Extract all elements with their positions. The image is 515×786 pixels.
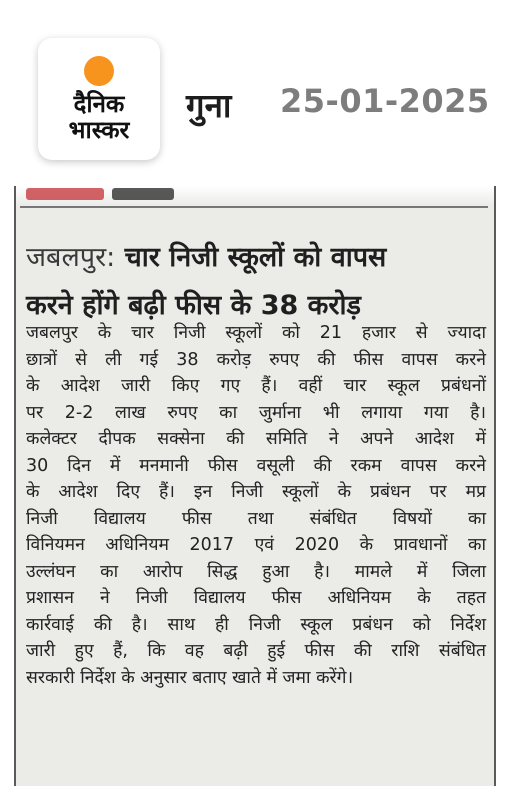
body-line: जारी हुए हैं, कि वह बढ़ी हुई फीस की राशि संबंधित xyxy=(26,641,486,661)
body-line: 30 दिन में मनमानी फीस वसूली की रकम वापस करने xyxy=(26,455,486,476)
body-line: के आदेश जारी किए गए हैं। वहीं चार स्कूल प्रबंधनों xyxy=(26,376,486,396)
body-line: जबलपुर के चार निजी स्कूलों को 21 हजार से ज्यादा xyxy=(26,323,486,343)
app-header xyxy=(0,0,515,180)
headline-line2: करने होंगे बढ़ी फीस के 38 करोड़ xyxy=(26,290,361,321)
logo-text-line2: भास्कर xyxy=(68,116,130,144)
cut-off-heading-fragment xyxy=(26,188,104,200)
divider-rule xyxy=(20,206,488,208)
edition-date: 25-01-2025 xyxy=(280,82,490,120)
news-clipping xyxy=(14,186,496,786)
body-line: छात्रों से ली गई 38 करोड़ रुपए की फीस वापस करने xyxy=(26,349,486,370)
article-headline xyxy=(26,234,488,330)
sun-logo-icon xyxy=(84,56,114,86)
article-body xyxy=(26,320,486,691)
dainik-bhaskar-logo[interactable] xyxy=(38,38,160,160)
cut-off-heading-fragment xyxy=(112,188,174,200)
headline-place: जबलपुर: xyxy=(26,242,116,273)
body-line: कार्रवाई की है। साथ ही निजी स्कूल प्रबंधन को निर्देश xyxy=(26,614,486,635)
body-line: सरकारी निर्देश के अनुसार बताए खाते में जमा करेंगे। xyxy=(26,667,354,688)
body-line: पर 2-2 लाख रुपए का जुर्माना भी लगाया गया है। xyxy=(26,402,486,423)
body-line: उल्लंघन का आरोप सिद्ध हुआ है। मामले में जिला xyxy=(26,561,486,582)
body-line: कलेक्टर दीपक सक्सेना की समिति ने अपने आदेश में xyxy=(26,429,486,449)
body-line: विनियमन अधिनियम 2017 एवं 2020 के प्रावधानों का xyxy=(26,535,486,555)
body-line: के आदेश दिए हैं। इन निजी स्कूलों के प्रबंधन पर मप्र xyxy=(26,482,486,502)
edition-city: गुना xyxy=(186,86,232,125)
headline-line1: चार निजी स्कूलों को वापस xyxy=(124,242,387,273)
body-line: निजी विद्यालय फीस तथा संबंधित विषयों का xyxy=(26,508,486,529)
logo-text-line1: दैनिक xyxy=(73,90,125,118)
body-line: प्रशासन ने निजी विद्यालय फीस अधिनियम के तहत xyxy=(26,588,486,608)
